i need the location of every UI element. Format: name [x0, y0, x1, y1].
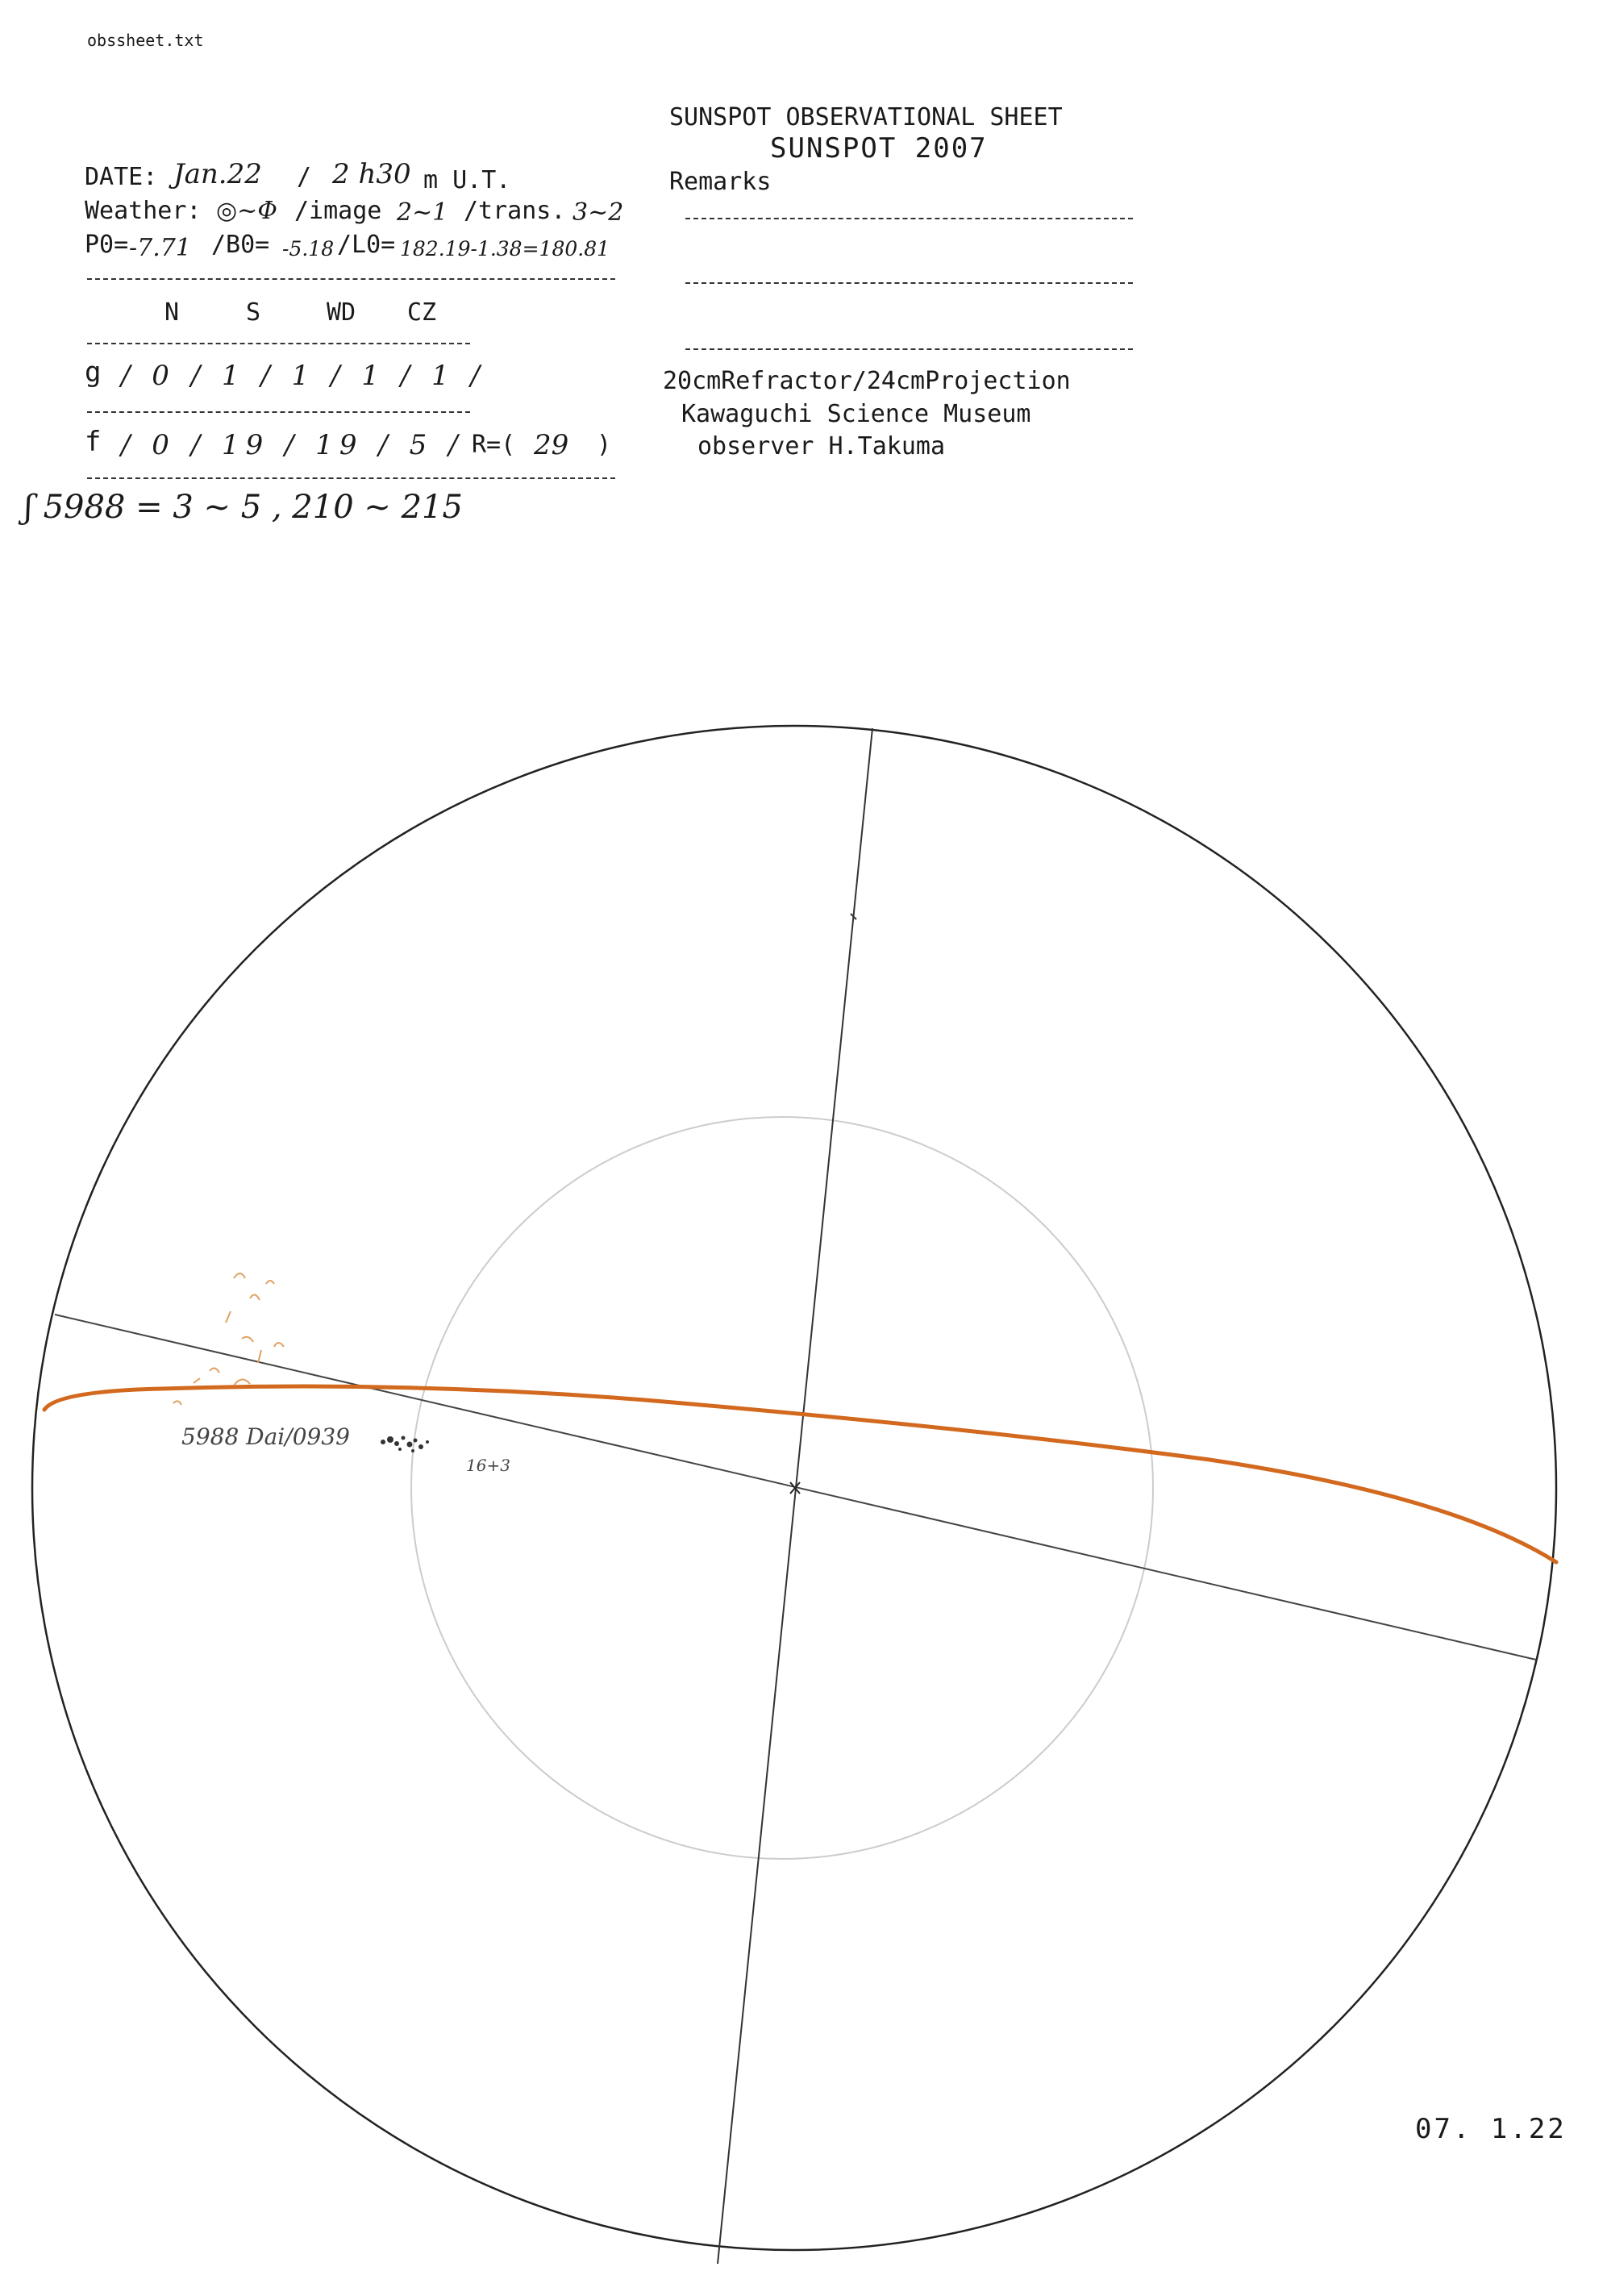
- sheet-subtitle: SUNSPOT 2007: [770, 132, 988, 165]
- column-s: S: [246, 298, 261, 327]
- trans-value: 3~2: [572, 198, 624, 227]
- date-stamp: 07. 1.22: [1415, 2113, 1567, 2145]
- file-name: obssheet.txt: [87, 31, 204, 50]
- b0-label: /B0=: [211, 231, 270, 259]
- observer-text: observer H.Takuma: [697, 432, 946, 460]
- f-label: f: [85, 426, 102, 458]
- image-value: 2~1: [397, 198, 448, 227]
- group-label: 5988 Dai/0939: [181, 1423, 350, 1450]
- r-label: R=(: [472, 431, 516, 459]
- g-row-values: / 0 / 1 / 1 / 1 / 1 /: [121, 360, 486, 392]
- time-value: 2 h30: [332, 158, 411, 190]
- spot-count-label: 16+3: [466, 1456, 510, 1475]
- sheet-title: SUNSPOT OBSERVATIONAL SHEET: [669, 103, 1063, 131]
- date-label: DATE:: [85, 163, 158, 191]
- date-value: Jan.22: [173, 158, 262, 190]
- column-n: N: [164, 298, 180, 327]
- weather-value: ◎~Φ: [216, 197, 277, 225]
- column-wd: WD: [327, 298, 356, 327]
- column-cz: CZ: [407, 298, 437, 327]
- l0-label: /L0=: [337, 231, 396, 259]
- remarks-label: Remarks: [669, 168, 772, 196]
- r-value: 29: [534, 429, 569, 461]
- l0-value: 182.19-1.38=180.81: [400, 237, 610, 260]
- time-separator: /: [297, 163, 312, 191]
- trans-label: /trans.: [464, 197, 566, 225]
- sunspot-group-5988: [381, 1436, 429, 1453]
- g-label: g: [85, 356, 102, 389]
- f-row-values: / 0 / 19 / 19 / 5 /: [121, 429, 464, 461]
- place-text: Kawaguchi Science Museum: [681, 400, 1031, 428]
- weather-label: Weather:: [85, 197, 202, 225]
- instrument-text: 20cmRefractor/24cmProjection: [663, 367, 1071, 395]
- image-label: /image: [294, 197, 382, 225]
- p0-label: P0=: [85, 231, 129, 259]
- inner-reference-circle: [411, 1117, 1153, 1859]
- polar-axis-line: [718, 728, 872, 2264]
- b0-value: -5.18: [282, 237, 335, 260]
- solar-equator-curve: [44, 1386, 1556, 1562]
- time-suffix: m U.T.: [423, 166, 511, 194]
- p0-value: -7.71: [129, 234, 191, 262]
- r-close: ): [597, 431, 612, 459]
- handwritten-note: ʃ 5988 = 3 ~ 5 , 210 ~ 215: [24, 489, 463, 526]
